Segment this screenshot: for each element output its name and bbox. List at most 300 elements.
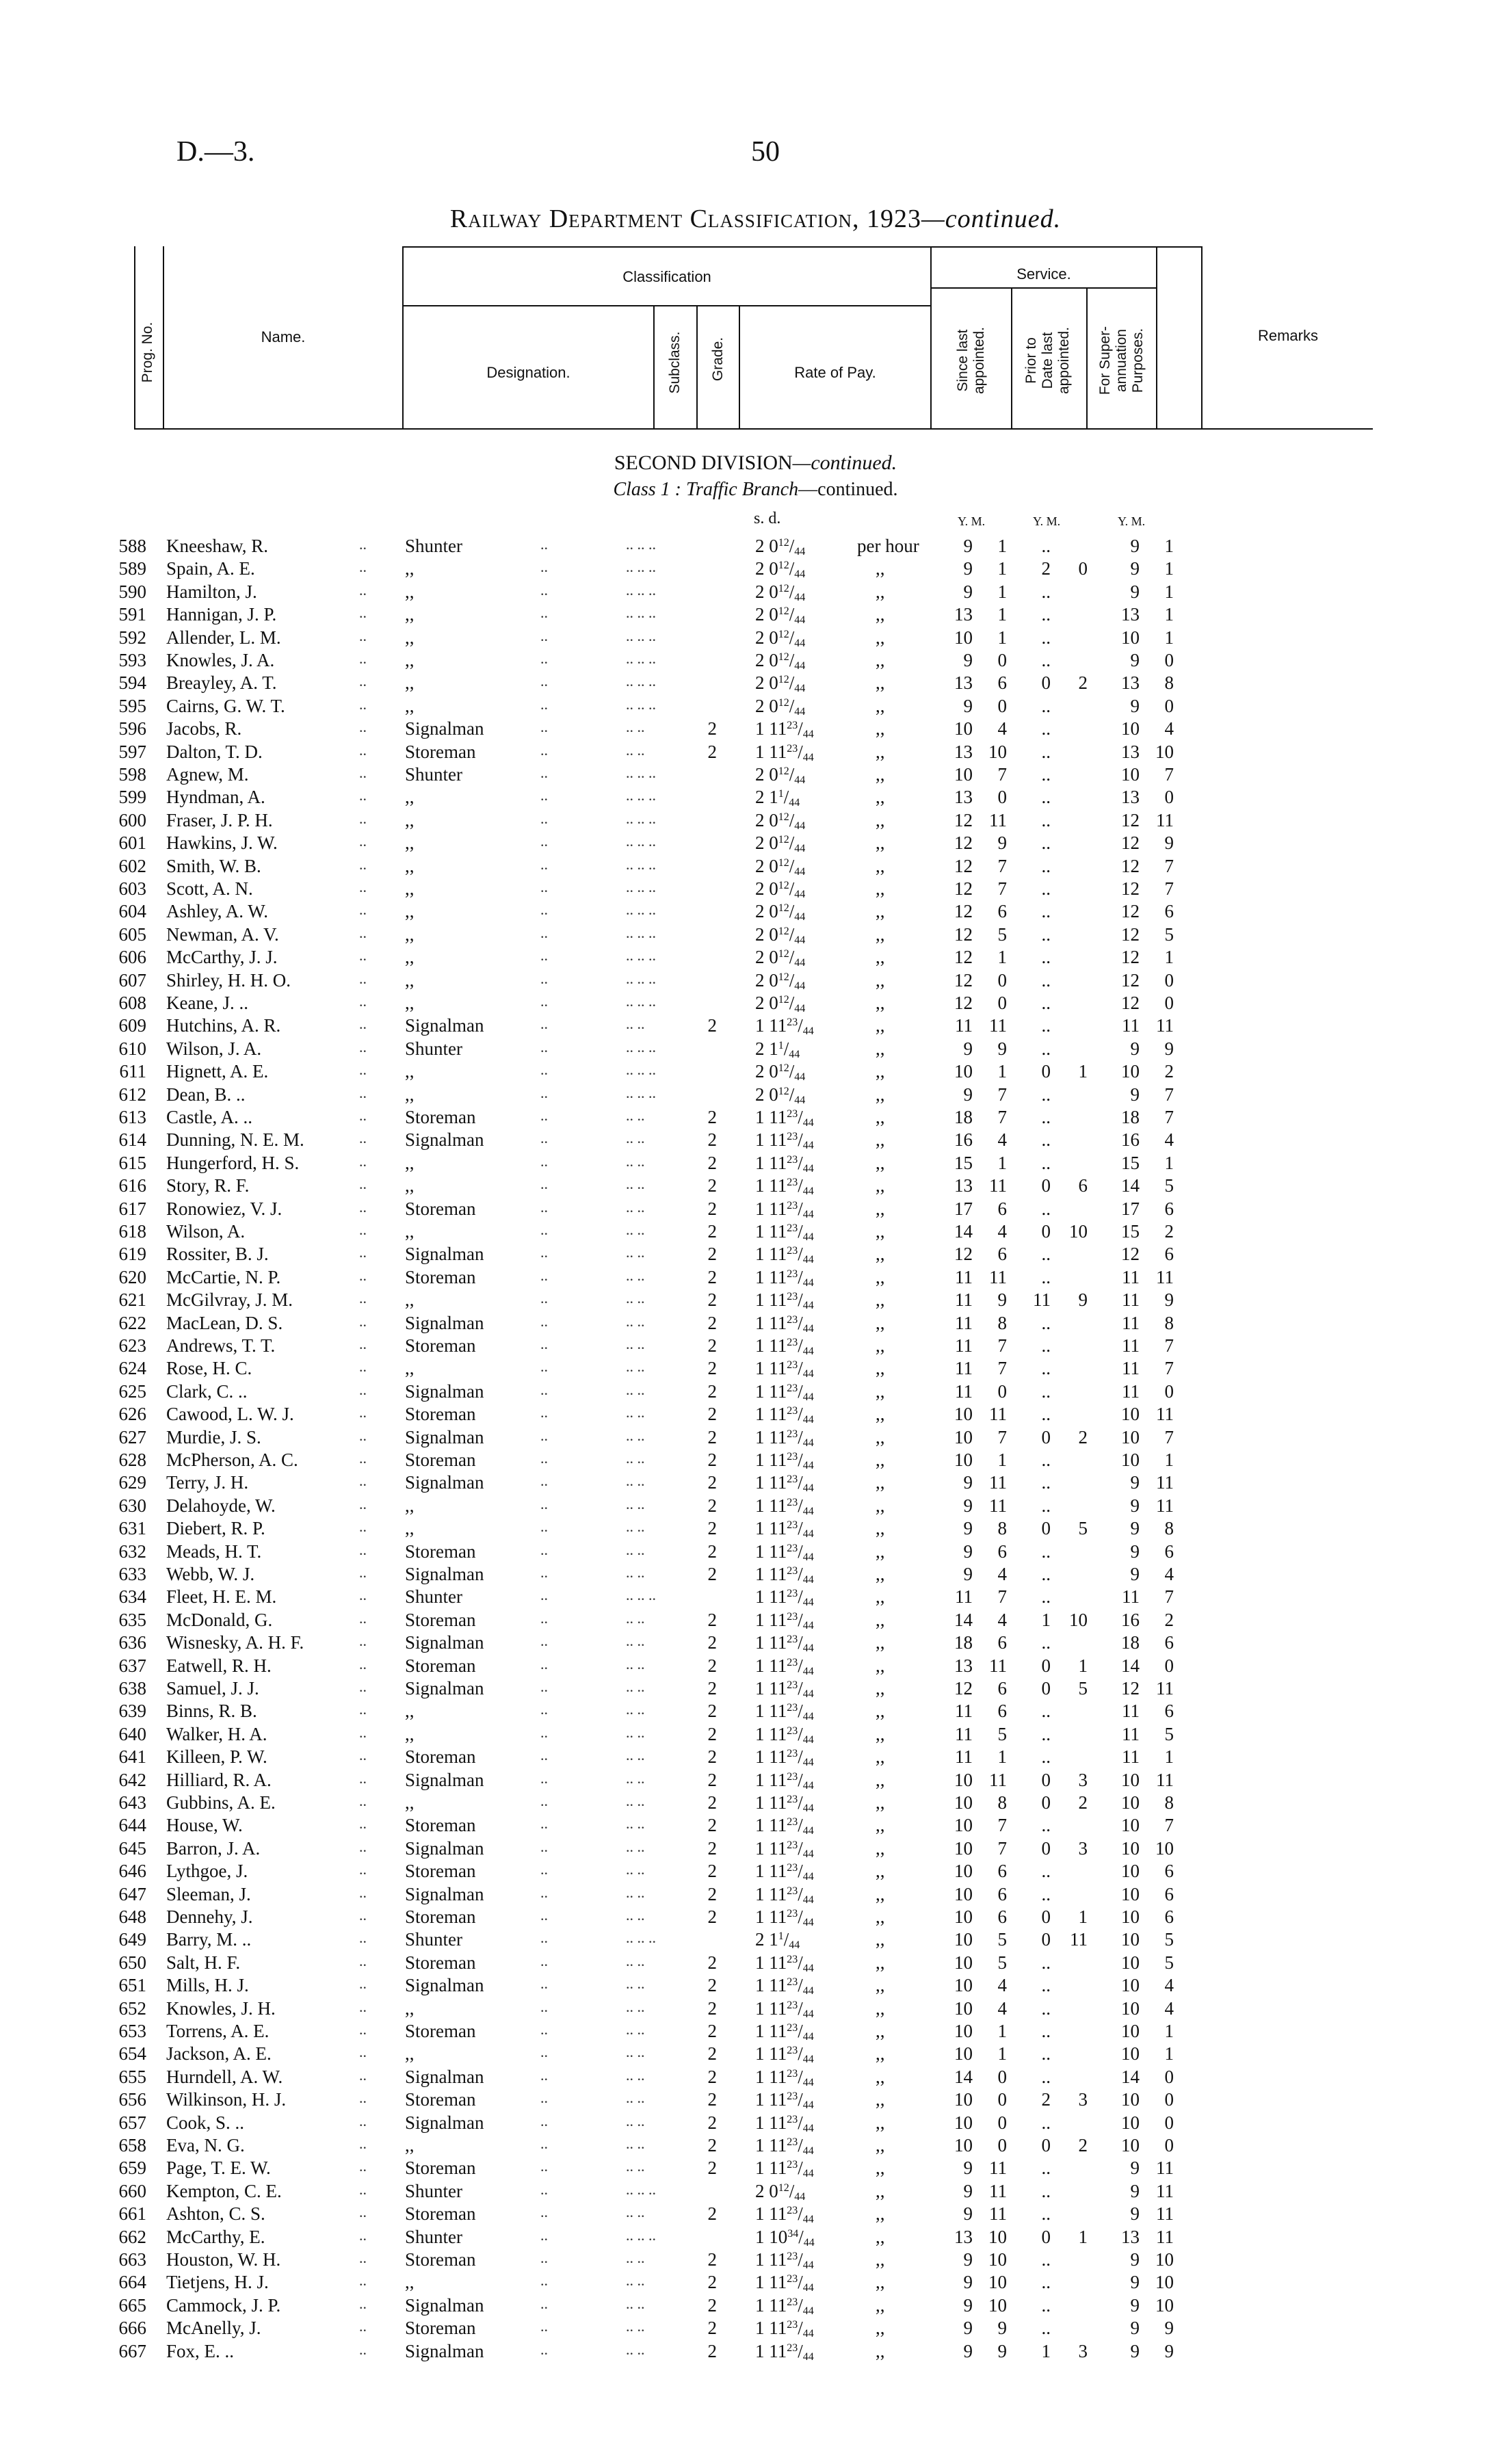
subclass: 2 (707, 1107, 717, 1127)
super-years: 10 (1121, 2135, 1140, 2155)
rate-period: ,, (876, 1997, 885, 2019)
super-months: 9 (1164, 2318, 1174, 2339)
rate-fraction-slash: / (789, 672, 795, 694)
since-years: 13 (954, 787, 973, 808)
rate-fraction-slash: / (798, 2249, 803, 2270)
leader-dots: .. (359, 1815, 367, 1833)
leader-dots: .. (540, 878, 548, 895)
subclass: 2 (707, 1175, 717, 1196)
prog-no: 607 (118, 969, 146, 991)
leader-dots: .. (359, 833, 367, 850)
since-months: 10 (988, 2272, 1007, 2293)
super-months: 7 (1164, 878, 1174, 899)
rate-of-pay (755, 718, 814, 741)
table-row (0, 947, 1511, 969)
employee-name: Webb, W. J. (166, 1564, 255, 1584)
designation: Shunter (405, 1929, 462, 1950)
rate-shillings-pence: 1 11 (755, 1472, 787, 1493)
rate-fraction-slash: / (789, 923, 795, 945)
since-years: 11 (955, 1723, 973, 1744)
leader-dots: .. (359, 581, 367, 599)
employee-name: House, W. (166, 1815, 243, 1836)
leader-dots: .. .. (626, 1358, 645, 1376)
table-row (0, 2043, 1511, 2065)
prog-no: 604 (118, 901, 146, 922)
super-years: 9 (1130, 1472, 1140, 1493)
super-months: 7 (1164, 1107, 1174, 1127)
super-years: 9 (1130, 558, 1140, 579)
subclass: 2 (707, 1997, 717, 2019)
subclass: 2 (707, 2318, 717, 2339)
rate-period: ,, (876, 1038, 885, 1059)
prior-years: .. (1041, 650, 1051, 670)
rate-shillings-pence: 1 11 (755, 1975, 787, 1996)
prog-no: 657 (118, 2112, 146, 2133)
since-years: 10 (954, 1975, 973, 1996)
prior-years: .. (1041, 1975, 1051, 1996)
prior-years: 0 (1041, 1769, 1051, 1790)
super-years: 9 (1130, 2249, 1140, 2270)
leader-dots: .. .. (626, 1152, 645, 1170)
leader-dots: .. (359, 1358, 367, 1376)
rate-of-pay (755, 1610, 814, 1632)
since-years: 9 (963, 581, 973, 602)
rate-period: ,, (876, 1861, 885, 1882)
since-years: 13 (954, 1175, 973, 1196)
prior-years: 0 (1041, 1929, 1051, 1950)
since-months: 6 (997, 1244, 1007, 1265)
rate-fraction-denominator: 44 (802, 1803, 814, 1814)
since-months: 0 (997, 787, 1007, 808)
prog-no: 589 (118, 558, 146, 579)
super-months: 11 (1156, 1404, 1174, 1425)
rate-fraction-slash: / (789, 833, 795, 854)
table-row (0, 718, 1511, 740)
leader-dots: .. (359, 1038, 367, 1056)
leader-dots: .. (359, 969, 367, 987)
rate-fraction-denominator: 44 (802, 1848, 814, 1860)
rate-fraction-denominator: 44 (802, 1619, 814, 1631)
employee-name: Sleeman, J. (166, 1883, 251, 1904)
rate-fraction-denominator: 44 (789, 1048, 800, 1060)
rate-of-pay (755, 2227, 815, 2249)
leader-dots: .. (359, 627, 367, 644)
since-years: 10 (954, 1861, 973, 1882)
leader-dots: .. (359, 2135, 367, 2152)
rate-fraction-denominator: 44 (802, 1917, 814, 1928)
since-years: 11 (955, 1380, 973, 1402)
leader-dots: .. (359, 1929, 367, 1947)
super-years: 10 (1121, 2112, 1140, 2133)
designation: Signalman (405, 1883, 484, 1904)
rate-fraction-denominator: 44 (802, 1140, 814, 1152)
leader-dots: .. (359, 1289, 367, 1307)
section-class-label: Class 1 : (613, 479, 682, 500)
designation: Storeman (405, 1655, 476, 1676)
since-years: 12 (954, 993, 973, 1013)
rate-shillings-pence: 1 11 (755, 741, 787, 762)
since-years: 10 (954, 1883, 973, 1904)
rate-period: ,, (876, 1404, 885, 1425)
employee-name: Walker, H. A. (166, 1723, 267, 1744)
leader-dots: .. (540, 1701, 548, 1718)
subclass: 2 (707, 1837, 717, 1859)
since-months: 1 (997, 536, 1007, 556)
leader-dots: .. .. .. (626, 764, 656, 781)
rate-fraction-denominator: 44 (794, 2190, 806, 2203)
employee-name: Dunning, N. E. M. (166, 1129, 304, 1151)
prior-years: .. (1041, 969, 1051, 991)
table-row (0, 2158, 1511, 2179)
col-header-prog-no: Prog. No. (140, 322, 155, 383)
leader-dots: .. (540, 2226, 548, 2244)
leader-dots: .. (359, 2089, 367, 2107)
prog-no: 626 (118, 1404, 146, 1425)
rate-of-pay (755, 1335, 814, 1358)
super-years: 12 (1121, 833, 1140, 854)
since-months: 11 (989, 1769, 1007, 1790)
super-months: 4 (1164, 1129, 1174, 1151)
rate-shillings-pence: 1 11 (755, 1015, 787, 1036)
leader-dots: .. .. (626, 1312, 645, 1330)
designation: Storeman (405, 1450, 476, 1470)
super-years: 9 (1130, 695, 1140, 716)
col-header-prior: Prior to Date last appointed. (1023, 326, 1072, 395)
super-months: 5 (1164, 923, 1174, 945)
rate-fraction-denominator: 44 (794, 865, 806, 878)
designation: ,, (405, 1358, 415, 1379)
prior-months: 0 (1078, 558, 1088, 579)
rate-of-pay (755, 1472, 814, 1495)
super-years: 13 (1121, 741, 1140, 762)
subclass: 2 (707, 1380, 717, 1402)
employee-name: Cook, S. .. (166, 2112, 245, 2133)
super-years: 16 (1121, 1609, 1140, 1630)
since-months: 0 (997, 2112, 1007, 2133)
rate-fraction-slash: / (798, 1221, 803, 1242)
since-years: 15 (954, 1152, 973, 1173)
rate-fraction-slash: / (789, 1084, 795, 1105)
employee-name: Barron, J. A. (166, 1837, 261, 1859)
leader-dots: .. (359, 1152, 367, 1170)
table-row (0, 1313, 1511, 1335)
rate-fraction-denominator: 44 (802, 2214, 814, 2226)
rate-fraction-slash: / (789, 2180, 795, 2201)
designation: ,, (405, 672, 415, 694)
designation: ,, (405, 993, 415, 1013)
leader-dots: .. (540, 1426, 548, 1444)
leader-dots: .. .. .. (626, 558, 656, 576)
leader-dots: .. (540, 1380, 548, 1398)
since-months: 4 (997, 718, 1007, 739)
rate-shillings-pence: 1 11 (755, 1655, 787, 1676)
prog-no: 663 (118, 2249, 146, 2270)
rate-of-pay (755, 1198, 814, 1221)
rate-period: ,, (876, 1723, 885, 1744)
since-years: 9 (963, 695, 973, 716)
rate-period: ,, (876, 764, 885, 785)
rate-fraction-numerator: 23 (787, 1794, 798, 1805)
prior-years: .. (1041, 1380, 1051, 1402)
leader-dots: .. (540, 1084, 548, 1101)
since-months: 8 (997, 1312, 1007, 1333)
since-months: 11 (989, 2180, 1007, 2201)
super-years: 10 (1121, 1450, 1140, 1470)
rate-fraction-denominator: 44 (802, 751, 814, 763)
rate-period: ,, (876, 2066, 885, 2087)
employee-name: McGilvray, J. M. (166, 1289, 293, 1311)
since-months: 6 (997, 1678, 1007, 1699)
leader-dots: .. .. .. (626, 969, 656, 987)
prog-no: 606 (118, 947, 146, 968)
rate-period: ,, (876, 1312, 885, 1333)
rate-fraction-numerator: 23 (787, 2067, 798, 2080)
prog-no: 642 (118, 1769, 146, 1790)
subclass: 2 (707, 1541, 717, 1562)
table-row (0, 901, 1511, 923)
designation: Shunter (405, 2180, 462, 2201)
leader-dots: .. (540, 627, 548, 644)
super-years: 10 (1121, 1975, 1140, 1996)
since-months: 7 (997, 1815, 1007, 1836)
rate-fraction-denominator: 44 (802, 1505, 814, 1517)
since-years: 10 (954, 2135, 973, 2155)
super-months: 0 (1164, 1380, 1174, 1402)
col-header-super: For Super- annuation Purposes. (1097, 326, 1146, 395)
prior-years: 0 (1041, 1792, 1051, 1813)
prior-years: 0 (1041, 2226, 1051, 2247)
prog-no: 595 (118, 695, 146, 716)
super-years: 12 (1121, 923, 1140, 945)
super-months: 7 (1164, 1335, 1174, 1356)
rate-shillings-pence: 2 0 (755, 536, 778, 556)
leader-dots: .. (359, 1380, 367, 1398)
employee-name: Agnew, M. (166, 764, 249, 785)
leader-dots: .. (359, 2021, 367, 2038)
rate-period: ,, (876, 1221, 885, 1242)
rate-fraction-numerator: 12 (778, 902, 789, 915)
rate-shillings-pence: 1 11 (755, 1564, 787, 1584)
prior-years: .. (1041, 1701, 1051, 1722)
rate-fraction-denominator: 44 (789, 1939, 800, 1952)
rate-fraction-numerator: 12 (778, 696, 789, 709)
prior-years: 0 (1041, 1655, 1051, 1676)
rate-fraction-denominator: 44 (802, 1893, 814, 1906)
prior-years: 11 (1033, 1289, 1051, 1311)
employee-name: Ronowiez, V. J. (166, 1198, 283, 1219)
rate-fraction-numerator: 23 (787, 1999, 798, 2011)
since-months: 4 (997, 1997, 1007, 2019)
since-years: 10 (954, 1404, 973, 1425)
designation: Signalman (405, 2340, 484, 2361)
rate-fraction-numerator: 23 (787, 1131, 798, 1143)
rate-fraction-numerator: 23 (787, 1976, 798, 1989)
prior-years: .. (1041, 993, 1051, 1013)
rate-fraction-denominator: 44 (794, 1003, 806, 1014)
employee-name: Clark, C. .. (166, 1380, 248, 1402)
since-years: 10 (954, 1450, 973, 1470)
table-row (0, 1038, 1511, 1060)
leader-dots: .. (540, 969, 548, 987)
prog-no: 659 (118, 2158, 146, 2179)
leader-dots: .. (359, 1837, 367, 1855)
rate-period: ,, (876, 1746, 885, 1768)
prior-years: .. (1041, 2318, 1051, 2339)
rate-period: ,, (876, 1450, 885, 1470)
since-months: 1 (997, 2043, 1007, 2065)
super-months: 7 (1164, 855, 1174, 876)
employee-name: Ashton, C. S. (166, 2203, 265, 2225)
super-years: 11 (1122, 1701, 1140, 1722)
table-row (0, 1404, 1511, 1426)
rate-fraction-slash: / (798, 1975, 803, 1996)
employee-name: Murdie, J. S. (166, 1426, 261, 1447)
rate-fraction-slash: / (789, 536, 795, 556)
since-months: 8 (997, 1792, 1007, 1813)
rate-fraction-slash: / (798, 1678, 803, 1699)
since-months: 9 (997, 2340, 1007, 2361)
leader-dots: .. .. (626, 2294, 645, 2312)
leader-dots: .. .. (626, 2043, 645, 2061)
subclass: 2 (707, 2158, 717, 2179)
leader-dots: .. (540, 1061, 548, 1079)
designation: Signalman (405, 1769, 484, 1790)
rate-shillings-pence: 2 0 (755, 1084, 778, 1105)
rate-shillings-pence: 2 0 (755, 558, 778, 579)
rate-fraction-slash: / (789, 695, 795, 716)
rate-shillings-pence: 2 0 (755, 901, 778, 922)
rate-fraction-numerator: 23 (787, 1291, 798, 1303)
leader-dots: .. (359, 1861, 367, 1878)
rate-fraction-numerator: 23 (787, 1702, 798, 1714)
table-row (0, 2272, 1511, 2294)
leader-dots: .. .. .. (626, 993, 656, 1010)
leader-dots: .. (359, 2203, 367, 2221)
leader-dots: .. .. .. (626, 1038, 656, 1056)
prog-no: 652 (118, 1997, 146, 2019)
leader-dots: .. (359, 1564, 367, 1581)
rate-fraction-denominator: 44 (802, 1322, 814, 1335)
rate-fraction-slash: / (798, 1198, 803, 1219)
prog-no: 625 (118, 1380, 146, 1402)
rate-period: ,, (876, 1632, 885, 1653)
designation: Storeman (405, 1335, 476, 1356)
super-months: 11 (1156, 1495, 1174, 1516)
rate-fraction-denominator: 44 (794, 911, 806, 923)
rate-fraction-denominator: 44 (802, 1117, 814, 1129)
prior-years: .. (1041, 2294, 1051, 2316)
prior-years: .. (1041, 1564, 1051, 1584)
since-months: 9 (997, 1289, 1007, 1311)
rate-fraction-numerator: 23 (787, 1748, 798, 1760)
rate-fraction-denominator: 44 (802, 1391, 814, 1403)
since-years: 10 (954, 2112, 973, 2133)
super-years: 10 (1121, 1883, 1140, 1904)
rate-fraction-numerator: 34 (787, 2227, 799, 2240)
rate-shillings-pence: 1 11 (755, 1380, 787, 1402)
since-years: 11 (955, 1746, 973, 1768)
rate-fraction-slash: / (798, 2112, 803, 2133)
rate-fraction-slash: / (789, 581, 795, 602)
subclass: 2 (707, 1701, 717, 1722)
prior-months: 3 (1078, 2089, 1088, 2110)
super-years: 18 (1121, 1632, 1140, 1653)
since-years: 9 (963, 1038, 973, 1059)
rate-fraction-denominator: 44 (794, 774, 806, 786)
rate-fraction-denominator: 44 (802, 1711, 814, 1723)
prior-months: 6 (1078, 1175, 1088, 1196)
prog-no: 634 (118, 1586, 146, 1608)
leader-dots: .. (540, 1312, 548, 1330)
designation: Signalman (405, 1837, 484, 1859)
rate-of-pay (755, 1084, 805, 1107)
employee-name: Diebert, R. P. (166, 1518, 265, 1539)
subclass: 2 (707, 2043, 717, 2065)
since-years: 9 (963, 2158, 973, 2179)
leader-dots: .. .. .. (626, 809, 656, 827)
subclass: 2 (707, 1609, 717, 1630)
employee-name: Kneeshaw, R. (166, 536, 268, 556)
subclass: 2 (707, 2203, 717, 2225)
employee-name: McAnelly, J. (166, 2318, 261, 2339)
super-months: 6 (1164, 1632, 1174, 1653)
rate-fraction-denominator: 44 (802, 1871, 814, 1883)
rate-of-pay (755, 2272, 814, 2294)
rate-fraction-denominator: 44 (802, 729, 814, 741)
leader-dots: .. (540, 2340, 548, 2358)
leader-dots: .. .. (626, 1815, 645, 1833)
designation: Storeman (405, 1266, 476, 1287)
leader-dots: .. .. (626, 1335, 645, 1352)
employee-name: Terry, J. H. (166, 1472, 249, 1493)
rate-fraction-slash: / (798, 2089, 803, 2110)
leader-dots: .. .. (626, 1997, 645, 2015)
page-reference: D.—3. (176, 136, 255, 168)
leader-dots: .. (540, 855, 548, 873)
prior-years: .. (1041, 1883, 1051, 1904)
rate-period: ,, (876, 558, 885, 579)
designation: ,, (405, 2135, 415, 2155)
employee-name: McDonald, G. (166, 1609, 273, 1630)
prior-years: .. (1041, 787, 1051, 808)
rate-fraction-slash: / (798, 2021, 803, 2041)
leader-dots: .. (359, 1221, 367, 1238)
employee-name: McPherson, A. C. (166, 1450, 298, 1470)
rate-shillings-pence: 1 11 (755, 2318, 787, 2339)
super-years: 14 (1121, 2066, 1140, 2087)
super-months: 6 (1164, 1541, 1174, 1562)
leader-dots: .. .. (626, 1426, 645, 1444)
employee-name: Knowles, J. A. (166, 650, 275, 670)
rate-fraction-slash: / (798, 1815, 803, 1836)
rate-shillings-pence: 1 11 (755, 1792, 787, 1813)
table-row (0, 650, 1511, 672)
rate-fraction-denominator: 44 (802, 1025, 814, 1038)
super-years: 9 (1130, 1038, 1140, 1059)
subclass: 2 (707, 2135, 717, 2155)
prog-no: 597 (118, 741, 146, 762)
leader-dots: .. .. .. (626, 604, 656, 622)
leader-dots: .. (540, 650, 548, 667)
rate-period: ,, (876, 2340, 885, 2361)
prior-years: .. (1041, 2249, 1051, 2270)
since-years: 10 (954, 2089, 973, 2110)
table-row (0, 1564, 1511, 1586)
prior-years: 0 (1041, 1221, 1051, 1242)
designation: ,, (405, 2272, 415, 2293)
table-row (0, 1770, 1511, 1792)
designation: ,, (405, 855, 415, 876)
